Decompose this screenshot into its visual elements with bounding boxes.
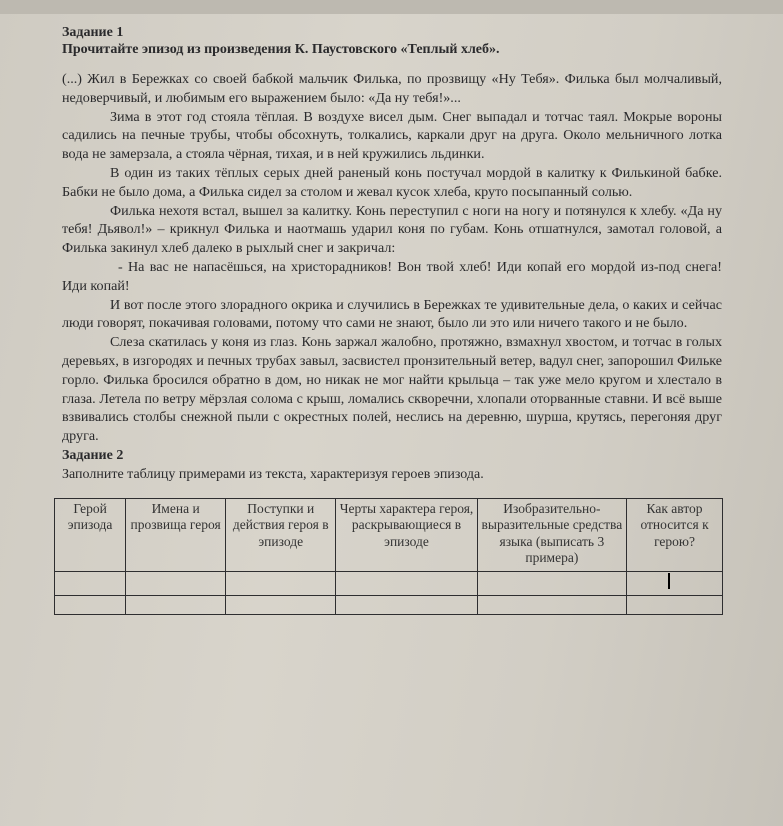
col-traits: Черты характера героя, раскрывающиеся в эпизоде [336,498,477,571]
table-cell[interactable] [336,595,477,614]
table-cell[interactable] [226,595,336,614]
table-cell[interactable] [55,571,126,595]
table-row [55,595,723,614]
table-cell[interactable] [55,595,126,614]
task1-title: Задание 1 [62,25,124,40]
col-expressive-means: Изобразительно-выразительные средства языка (выписать 3 примера) [477,498,626,571]
table-header-row [55,498,723,571]
col-actions: Поступки и действия героя в эпизоде [226,498,336,571]
col-author-attitude: Как автор относится к герою? [627,498,723,571]
top-edge [0,0,783,14]
table-row [55,571,723,595]
task1-instruction: Прочитайте эпизод из произведения К. Паустовского «Теплый хлеб». [62,42,500,57]
document-content [62,24,722,615]
col-names: Имена и прозвища героя [126,498,226,571]
table-cell[interactable] [126,571,226,595]
paragraph-winter: Зима в этот год стояла тёплая. В воздухе висел дым. Снег выпадал и тотчас таял. Мокрые вороны садились на печные трубы, чтобы обсохнуть, толкались, каркали друг на друга. Около мельничного лотка вода не замерзала, а стояла чёрная, тихая, и в ней кружились льдинки. [62,108,722,163]
paragraph-horse-arrives: В один из таких тёплых серых дней раненый конь постучал мордой в калитку к Филькиной бабке. Бабки не было дома, а Филька сидел за столом и жевал кусок хлеба, круто посыпанный солью. [62,164,722,200]
table-cell[interactable] [336,571,477,595]
paragraph-storm: Слеза скатилась у коня из глаз. Конь заржал жалобно, протяжно, взмахнул хвостом, и тотчас в голых деревьях, в изгородях и печных трубах завыл, засвистел пронзительный ветер, вадул снег, запорошил Фильке горло. Филька бросился обратно в дом, но никак не мог найти крыльца – так уже мело кругом и хлестало в глаза. Летела по ветру мёрзлая солома с крыш, ломались скворечни, хлопали оторванные ставни. И всё выше взвивались столбы снежной пыли с окрестных полей, неслись на деревню, шурша, крутясь, перегоняя друг друга. [62,334,722,445]
task2-title: Задание 2 [62,447,124,463]
table-cell[interactable] [477,595,626,614]
paragraph-intro: (...) Жил в Бережках со своей бабкой мальчик Филька, по прозвищу «Ну Тебя». Филька был молчаливый, недоверчивый, и любимым его выражением было: «Да ну тебя!»... [62,71,722,106]
col-hero: Герой эпизода [55,498,126,571]
table-cell[interactable] [627,595,723,614]
table-cell[interactable] [226,571,336,595]
task2-instruction: Заполните таблицу примерами из текста, характеризуя героев эпизода. [62,466,484,482]
table-cell[interactable] [627,571,723,595]
table-cell[interactable] [477,571,626,595]
paragraph-filka-strikes: Филька нехотя встал, вышел за калитку. Конь переступил с ноги на ногу и потянулся к хлебу. «Да ну тебя! Дьявол!» – крикнул Филька и наотмашь ударил коня по губам. Конь отшатнулся, замотал головой, а Филька закинул хлеб далеко в рыхлый снег и закричал: [62,202,722,257]
paragraph-filka-shouts: - На вас не напасёшься, на христорадников! Вон твой хлеб! Иди копай его мордой из-под снега! Иди копай! [62,258,722,294]
hero-analysis-table [54,498,723,615]
paragraph-aftermath: И вот после этого злорадного окрика и случились в Бережках те удивительные дела, о каких и сейчас люди говорят, покачивая головами, потому что сами не знают, было ли это или ничего такого и не было. [62,296,722,332]
text-cursor [668,573,670,589]
table-cell[interactable] [126,595,226,614]
